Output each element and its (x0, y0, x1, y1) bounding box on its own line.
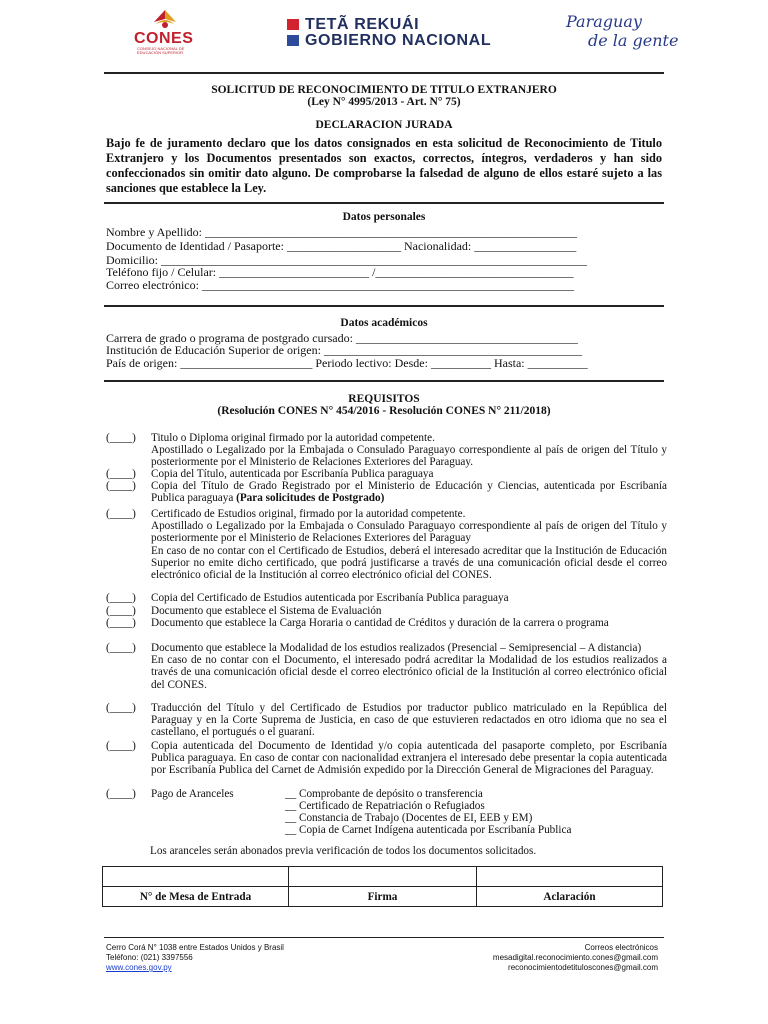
footer-email2[interactable]: reconocimientodetituloscones@gmail.com (508, 963, 658, 972)
requirement-line: Titulo o Diploma original firmado por la autoridad competente. (151, 432, 435, 444)
requirement-line: En caso de no contar con el Documento, el interesado podrá acreditar la Modalidad de los estudios realizados a través de una comunicación oficial desde el correo electrónico oficial de la Institución al correo electrónico oficial del CONES. (151, 654, 667, 691)
field-name[interactable]: Nombre y Apellido: ______________________________________________________________ (106, 225, 577, 239)
requirement-text (151, 642, 667, 691)
requirement-checkbox[interactable]: (____) (106, 432, 136, 444)
declaration-title: DECLARACION JURADA (315, 119, 453, 131)
signature-header: Firma (289, 887, 477, 907)
footer-email1[interactable]: mesadigital.reconocimiento.cones@gmail.com (492, 953, 658, 962)
requirement-checkbox[interactable]: (____) (106, 508, 136, 520)
requirement-item (106, 432, 667, 469)
requirement-item (106, 508, 667, 592)
payment-option[interactable]: __ Certificado de Repatriación o Refugiados (285, 800, 485, 812)
requirement-line: Documento que establece la Modalidad de los estudios realizados (Presencial – Semipresencial – A distancia) (151, 642, 642, 654)
requirement-item (106, 642, 667, 702)
field-phone[interactable]: Teléfono fijo / Celular: _________________________ /_________________________________ (106, 265, 574, 279)
requirement-text (151, 740, 667, 777)
field-address[interactable]: Domicilio: _______________________________________________________________________ (106, 253, 587, 267)
section-divider (104, 380, 664, 382)
clarification-header: Aclaración (477, 887, 663, 907)
requirements-title: REQUISITOS (348, 393, 420, 405)
requirement-text (151, 592, 667, 604)
cones-subtitle: CONSEJO NACIONAL DE EDUCACIÓN SUPERIOR (137, 46, 185, 55)
requirement-text (151, 508, 667, 581)
field-document[interactable]: Documento de Identidad / Pasaporte: ___________________ Nacionalidad: _________________ (106, 239, 577, 253)
requirement-line: Copia del Título, autenticada por Escribanía Publica paraguaya (151, 468, 434, 480)
footer-contact (106, 943, 284, 973)
requirement-checkbox[interactable]: (____) (106, 468, 136, 480)
requirement-checkbox[interactable]: (____) (106, 605, 136, 617)
personal-section-title: Datos personales (342, 211, 426, 223)
requirement-line: Traducción del Título y del Certificado de Estudios por traductor publico matriculado en la República del Paraguay y en la Corte Suprema de Justicia, en caso de que estuvieren redactados en otro idioma que no sea el castellano, el portugués o el guaraní. (151, 702, 667, 739)
footer-phone: Teléfono: (021) 3397556 (106, 953, 193, 962)
requirement-text (151, 702, 667, 739)
gov-line1: TETÃ REKUÁI (305, 16, 420, 33)
requirement-item (106, 702, 667, 739)
field-country-period[interactable]: País de origen: ______________________ Periodo lectivo: Desde: __________ Hasta: __________ (106, 356, 588, 370)
requirement-item (106, 480, 667, 505)
field-program[interactable]: Carrera de grado o programa de postgrado cursado: _____________________________________ (106, 331, 578, 345)
payment-option[interactable]: __ Comprobante de depósito o transferencia (285, 788, 483, 800)
header-divider (104, 72, 664, 74)
requirement-checkbox[interactable]: (____) (106, 740, 136, 752)
section-divider (104, 202, 664, 204)
requirement-text (151, 605, 667, 617)
requirement-line: En caso de no contar con el Certificado de Estudios, deberá el interesado acreditar que la Institución de Educación Superior no emite dicho certificado, que podrá justificarse a través de una comunicación oficial desde el correo electrónico oficial de la Institución al correo electrónico oficial del CONES. (151, 544, 667, 582)
section-divider (104, 305, 664, 307)
requirement-checkbox[interactable]: (____) (106, 702, 136, 714)
slogan-line1: Paraguay (566, 12, 642, 31)
payment-option[interactable]: __ Constancia de Trabajo (Docentes de EI, EEB y EM) (285, 812, 533, 824)
requirement-line-wrap (151, 480, 667, 504)
footer-emails-label: Correos electrónicos (584, 943, 658, 952)
requirements-subtitle: (Resolución CONES N° 454/2016 - Resolución CONES N° 211/2018) (217, 405, 551, 417)
gov-line2: GOBIERNO NACIONAL (305, 32, 492, 49)
footer-website-link[interactable]: www.cones.gov.py (106, 963, 172, 972)
field-institution[interactable]: Institución de Educación Superior de origen: ___________________________________________ (106, 343, 582, 357)
entry-number-cell[interactable] (103, 867, 289, 887)
field-email[interactable]: Correo electrónico: ______________________________________________________________ (106, 278, 574, 292)
requirement-line: Certificado de Estudios original, firmado por la autoridad competente. (151, 508, 466, 520)
requirement-line: Copia del Certificado de Estudios autenticada por Escribanía Publica paraguaya (151, 592, 509, 604)
requirement-checkbox[interactable]: (____) (106, 788, 136, 800)
footer-divider (104, 937, 664, 938)
requirement-checkbox[interactable]: (____) (106, 592, 136, 604)
requirement-item (106, 617, 662, 641)
requirement-line: Apostillado o Legalizado por la Embajada o Consulado Paraguayo correspondiente al país de origen del Título y posteriormente por el Ministerio de Relaciones Exteriores del Paraguay (151, 520, 667, 545)
requirement-bold-note: (Para solicitudes de Postgrado) (236, 492, 385, 505)
requirement-text (151, 480, 667, 504)
requirement-line: Documento que establece el Sistema de Evaluación (151, 605, 382, 617)
requirement-text (151, 432, 667, 469)
clarification-cell[interactable] (477, 867, 663, 887)
requirement-line: Copia autenticada del Documento de Identidad y/o copia autenticada del pasaporte completo, por Escribanía Publica paraguaya. En caso de contar con nacionalidad extranjera el interesado debe presentar la copia autenticada por Escribanía Publica del Carnet de Admisión expedido por la Dirección General de Migraciones del Paraguay. (151, 740, 667, 777)
requirement-checkbox[interactable]: (____) (106, 480, 136, 492)
requirement-text (151, 468, 667, 480)
payment-option[interactable]: __ Copia de Carnet Indígena autenticada por Escribanía Publica (285, 824, 572, 836)
cones-name: CONES (134, 30, 194, 47)
flag-red-square (287, 19, 299, 30)
requirement-item (106, 592, 662, 604)
requirement-item (106, 740, 667, 788)
law-reference: (Ley N° 4995/2013 - Art. N° 75) (307, 96, 461, 108)
signature-cell[interactable] (289, 867, 477, 887)
slogan-line2: de la gente (588, 31, 679, 50)
requirement-line: Copia del Título de Grado Registrado por el Ministerio de Educación y Ciencias, autenticada por Escribanía Publica paraguaya (151, 480, 667, 505)
flag-blue-square (287, 35, 299, 46)
document-title: SOLICITUD DE RECONOCIMIENTO DE TITULO EXTRANJERO (211, 84, 557, 96)
entry-number-header: N° de Mesa de Entrada (103, 887, 289, 907)
academic-section-title: Datos académicos (340, 317, 428, 329)
requirement-line: Documento que establece la Carga Horaria o cantidad de Créditos y duración de la carrera o programa (151, 617, 609, 629)
declaration-text: Bajo fe de juramento declaro que los datos consignados en esta solicitud de Reconocimiento de Titulo Extranjero y los Documentos presentados son exactos, correctos, íntegros, verdaderos y han sido confeccionados sin omitir dato alguno. De comprobarse la falsedad de alguno de ellos estaré sujeto a las sanciones que establece la Ley. (106, 136, 662, 195)
signature-table (102, 866, 663, 907)
requirement-item (106, 605, 662, 617)
requirement-line: Apostillado o Legalizado por la Embajada o Consulado Paraguayo correspondiente al país de origen del Título y posteriormente por el Ministerio de Relaciones Exteriores del Paraguay. (151, 444, 667, 469)
footer-emails (460, 943, 658, 973)
requirement-checkbox[interactable]: (____) (106, 642, 136, 654)
requirement-line: Pago de Aranceles (151, 788, 234, 800)
requirement-item (106, 468, 662, 480)
footer-address: Cerro Corá N° 1038 entre Estados Unidos y Brasil (106, 943, 284, 952)
requirement-text (151, 617, 667, 629)
fees-note: Los aranceles serán abonados previa verificación de todos los documentos solicitados. (150, 845, 537, 857)
requirement-checkbox[interactable]: (____) (106, 617, 136, 629)
